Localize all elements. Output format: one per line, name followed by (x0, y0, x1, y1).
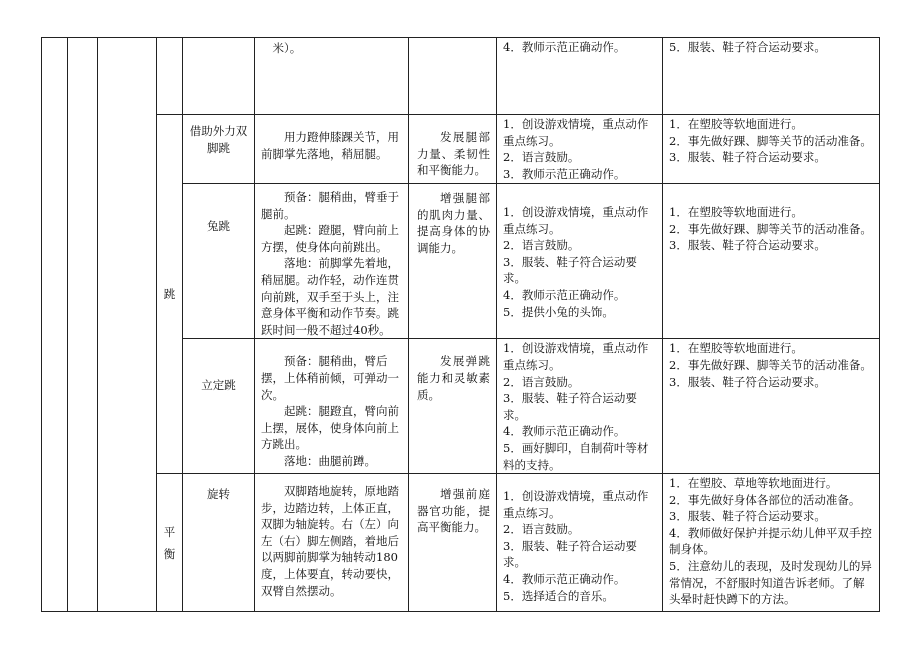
item-name-cell (183, 474, 255, 612)
item-name-cell (183, 184, 255, 339)
list-item: 1．创设游戏情境，重点动作重点练习。 (503, 341, 649, 372)
list-item: 3．教师示范正确动作。 (503, 166, 626, 181)
list-item: 4．教师示范正确动作。 (503, 424, 626, 439)
goal-text: 增强前庭器官功能，提高平衡能力。 (417, 487, 490, 535)
blank-col-1 (42, 38, 68, 612)
activity-table (41, 37, 880, 612)
notes-list (669, 340, 875, 390)
list-item: 2．语言鼓励。 (503, 150, 580, 165)
list-item: 1．在塑胶等软地面进行。 (669, 205, 803, 219)
list-item: 4．教师做好保护并提示幼儿伸平双手控制身体。 (669, 525, 872, 557)
method-cell (255, 115, 409, 184)
category-label: 平 (163, 524, 176, 539)
category-jump (157, 115, 183, 474)
goal-cell (409, 474, 497, 612)
requirements-cell (497, 115, 663, 184)
notes-list (669, 39, 875, 56)
method-text: 起跳：蹬腿，臂向前上方摆，使身体向前跳出。 (261, 223, 399, 254)
method-text: 起跳：腿蹬直，臂向前上摆，展体，使身体向前上方跳出。 (261, 404, 399, 452)
list-item: 2．语言鼓励。 (503, 522, 580, 537)
method-cell (255, 474, 409, 612)
list-item: 3．服装、鞋子符合运动要求。 (669, 509, 826, 524)
goal-cell (409, 184, 497, 339)
method-text: 双脚踏地旋转，原地踏步，边踏边转，上体正直，双脚为轴旋转。右（左）向左（右）脚左侧踏，着地后以两脚前脚掌为轴转动180度，上体要直，转动要快，双臂自然摆动。 (261, 484, 399, 598)
list-item: 1．创设游戏情境，重点动作重点练习。 (503, 205, 649, 236)
list-item: 2．事先做好身体各部位的活动准备。 (669, 492, 861, 507)
requirements-cell (497, 474, 663, 612)
list-item: 1．创设游戏情境，重点动作重点练习。 (503, 489, 649, 520)
notes-list (669, 116, 875, 166)
list-item: 3．服装、鞋子符合运动要求。 (669, 374, 826, 389)
goal-text: 增强腿部的肌肉力量、提高身体的协调能力。 (417, 191, 490, 255)
list-item: 3．服装、鞋子符合运动要求。 (669, 150, 826, 165)
list-item: 5．画好脚印，自制荷叶等材料的支持。 (503, 440, 649, 472)
list-item: 1．在塑胶等软地面进行。 (669, 341, 803, 356)
notes-cell (663, 115, 880, 184)
method-text: 落地：曲腿前蹲。 (284, 453, 376, 468)
method-text: 预备：腿稍曲，臂垂于腿前。 (261, 190, 399, 221)
item-name-cell (183, 339, 255, 474)
requirements-cell (497, 339, 663, 474)
list-item: 4．教师示范正确动作。 (503, 287, 626, 302)
item-name-cell (183, 38, 255, 115)
list-item: 4．教师示范正确动作。 (503, 40, 626, 54)
list-item: 1．在塑胶等软地面进行。 (669, 117, 803, 131)
requirements-list (503, 340, 658, 473)
goal-cell (409, 38, 497, 115)
list-item: 4．教师示范正确动作。 (503, 572, 626, 587)
goal-cell (409, 339, 497, 474)
goal-text: 发展弹跳能力和灵敏素质。 (417, 354, 490, 402)
category-label: 衡 (163, 546, 176, 561)
notes-cell (663, 339, 880, 474)
list-item: 2．语言鼓励。 (503, 238, 580, 253)
method-text: 米）。 (272, 41, 302, 55)
notes-cell (663, 474, 880, 612)
method-cell (255, 184, 409, 339)
requirements-list (503, 204, 658, 320)
list-item: 3．服装、鞋子符合运动要求。 (503, 538, 637, 570)
category-label: 跳 (163, 287, 176, 302)
method-cell (255, 38, 409, 115)
list-item: 3．服装、鞋子符合运动要求。 (503, 391, 637, 422)
blank-col-2 (68, 38, 98, 612)
list-item: 3．服装、鞋子符合运动要求。 (669, 238, 826, 253)
requirements-list (503, 39, 658, 56)
goal-cell (409, 115, 497, 184)
notes-list (669, 204, 875, 254)
list-item: 2．事先做好踝、脚等关节的活动准备。 (669, 133, 872, 148)
goal-text: 发展腿部力量、柔韧性和平衡能力。 (417, 130, 490, 178)
table-row (42, 115, 880, 184)
list-item: 1．在塑胶、草地等软地面进行。 (669, 476, 838, 491)
category-cell-top (157, 38, 183, 115)
method-text: 预备：腿稍曲，臂后摆，上体稍前倾，可弹动一次。 (261, 354, 399, 402)
method-cell (255, 339, 409, 474)
requirements-list (503, 488, 658, 604)
item-name: 旋转 (207, 487, 230, 502)
blank-col-3 (98, 38, 157, 612)
list-item: 2．事先做好踝、脚等关节的活动准备。 (669, 221, 872, 236)
notes-list (669, 475, 875, 608)
list-item: 2．语言鼓励。 (503, 374, 580, 389)
method-text: 用力蹬伸膝踝关节，用前脚掌先落地，稍屈腿。 (261, 130, 399, 161)
list-item: 5．提供小兔的头饰。 (503, 304, 614, 319)
list-item: 5．服装、鞋子符合运动要求。 (669, 40, 826, 54)
table-row (42, 38, 880, 115)
requirements-list (503, 116, 658, 182)
item-name-cell (183, 115, 255, 184)
list-item: 5．注意幼儿的表现，及时发现幼儿的异常情况，不舒服时知道告诉老师。了解头晕时赶快蹲下的方法。 (669, 559, 872, 607)
list-item: 2．事先做好踝、脚等关节的活动准备。 (669, 357, 872, 372)
table-row (42, 474, 880, 612)
requirements-cell (497, 38, 663, 115)
item-name: 立定跳 (201, 378, 236, 393)
notes-cell (663, 184, 880, 339)
category-balance (157, 474, 183, 612)
item-name: 兔跳 (207, 219, 230, 233)
list-item: 1．创设游戏情境，重点动作重点练习。 (503, 117, 649, 148)
list-item: 3．服装、鞋子符合运动要求。 (503, 254, 637, 286)
notes-cell (663, 38, 880, 115)
item-name: 借助外力双脚跳 (189, 124, 248, 155)
method-text: 落地：前脚掌先着地，稍屈腿。动作轻，动作连贯向前跳，双手至于头上，注意身体平衡和动作节奏。跳跃时间一般不超过40秒。 (261, 256, 399, 337)
requirements-cell (497, 184, 663, 339)
list-item: 5．选择适合的音乐。 (503, 588, 614, 603)
